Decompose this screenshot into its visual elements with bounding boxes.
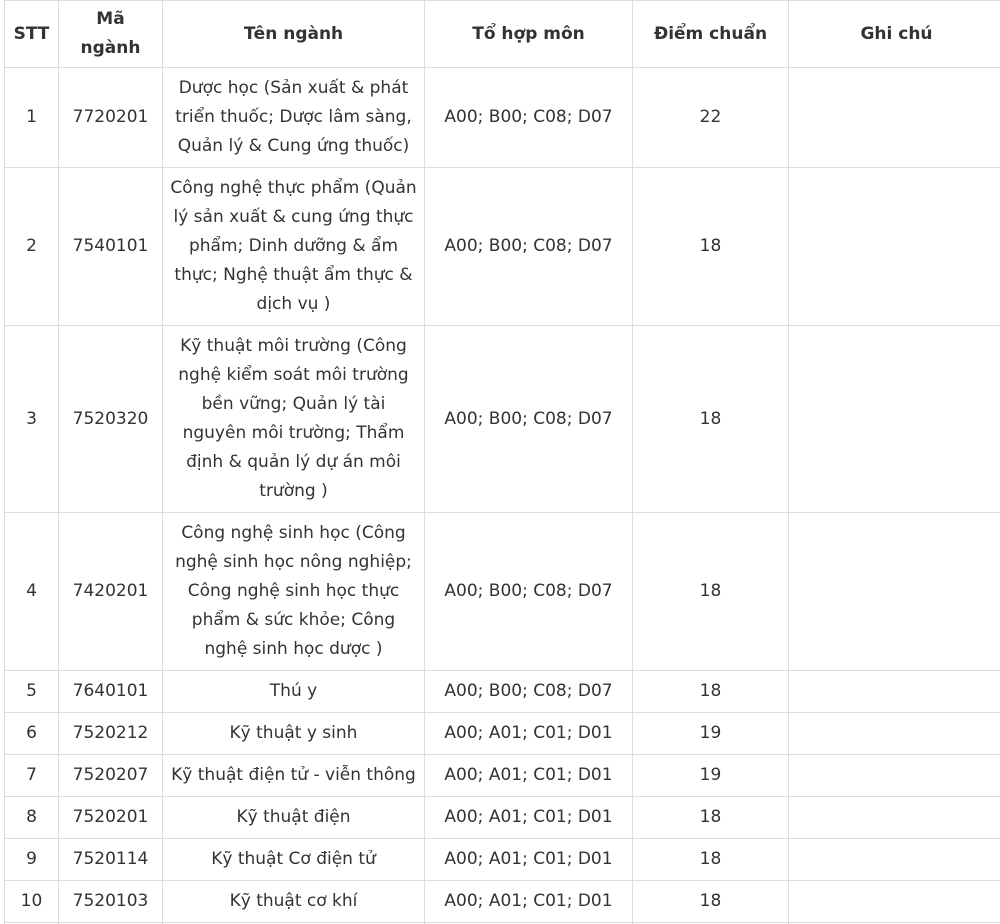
table-row <box>5 326 1000 513</box>
cell-code: 7540101 <box>59 168 163 326</box>
cell-score: 18 <box>633 881 789 923</box>
header-combo: Tổ hợp môn <box>425 1 633 68</box>
header-row <box>5 1 1000 68</box>
cell-note <box>789 713 1000 755</box>
table-row <box>5 881 1000 923</box>
cell-note <box>789 326 1000 513</box>
cell-combo: A00; B00; C08; D07 <box>425 326 633 513</box>
table-row <box>5 513 1000 671</box>
cell-stt: 6 <box>5 713 59 755</box>
table-row <box>5 68 1000 168</box>
cell-note <box>789 671 1000 713</box>
cell-combo: A00; B00; C08; D07 <box>425 513 633 671</box>
cell-name: Kỹ thuật y sinh <box>163 713 425 755</box>
admission-scores-table <box>4 0 1000 924</box>
cell-stt: 8 <box>5 797 59 839</box>
cell-combo: A00; A01; C01; D01 <box>425 839 633 881</box>
cell-code: 7720201 <box>59 68 163 168</box>
cell-score: 18 <box>633 839 789 881</box>
cell-code: 7420201 <box>59 513 163 671</box>
cell-note <box>789 755 1000 797</box>
header-note: Ghi chú <box>789 1 1000 68</box>
cell-code: 7520207 <box>59 755 163 797</box>
cell-code: 7520114 <box>59 839 163 881</box>
header-stt: STT <box>5 1 59 68</box>
cell-stt: 7 <box>5 755 59 797</box>
cell-combo: A00; B00; C08; D07 <box>425 168 633 326</box>
cell-name: Thú y <box>163 671 425 713</box>
cell-score: 18 <box>633 513 789 671</box>
cell-score: 18 <box>633 326 789 513</box>
header-name: Tên ngành <box>163 1 425 68</box>
cell-name: Kỹ thuật điện <box>163 797 425 839</box>
cell-combo: A00; A01; C01; D01 <box>425 881 633 923</box>
table-row <box>5 168 1000 326</box>
cell-combo: A00; A01; C01; D01 <box>425 797 633 839</box>
cell-code: 7640101 <box>59 671 163 713</box>
cell-name: Công nghệ sinh học (Công nghệ sinh học nông nghiệp; Công nghệ sinh học thực phẩm & sức khỏe; Công nghệ sinh học dược ) <box>163 513 425 671</box>
cell-score: 18 <box>633 671 789 713</box>
cell-stt: 2 <box>5 168 59 326</box>
cell-name: Công nghệ thực phẩm (Quản lý sản xuất & cung ứng thực phẩm; Dinh dưỡng & ẩm thực; Nghệ thuật ẩm thực & dịch vụ ) <box>163 168 425 326</box>
cell-name: Kỹ thuật Cơ điện tử <box>163 839 425 881</box>
table-row <box>5 839 1000 881</box>
cell-stt: 10 <box>5 881 59 923</box>
cell-name: Kỹ thuật điện tử - viễn thông <box>163 755 425 797</box>
cell-name: Kỹ thuật cơ khí <box>163 881 425 923</box>
cell-code: 7520103 <box>59 881 163 923</box>
cell-score: 22 <box>633 68 789 168</box>
table-header <box>5 1 1000 68</box>
cell-score: 18 <box>633 797 789 839</box>
cell-note <box>789 881 1000 923</box>
table-body <box>5 68 1000 924</box>
table-row <box>5 713 1000 755</box>
cell-combo: A00; A01; C01; D01 <box>425 755 633 797</box>
table-row <box>5 755 1000 797</box>
cell-score: 19 <box>633 713 789 755</box>
cell-score: 19 <box>633 755 789 797</box>
cell-combo: A00; B00; C08; D07 <box>425 68 633 168</box>
cell-note <box>789 168 1000 326</box>
cell-score: 18 <box>633 168 789 326</box>
cell-name: Kỹ thuật môi trường (Công nghệ kiểm soát môi trường bền vững; Quản lý tài nguyên môi trường; Thẩm định & quản lý dự án môi trường ) <box>163 326 425 513</box>
cell-note <box>789 68 1000 168</box>
cell-name: Dược học (Sản xuất & phát triển thuốc; Dược lâm sàng, Quản lý & Cung ứng thuốc) <box>163 68 425 168</box>
table-row <box>5 671 1000 713</box>
cell-combo: A00; A01; C01; D01 <box>425 713 633 755</box>
header-score: Điểm chuẩn <box>633 1 789 68</box>
cell-note <box>789 797 1000 839</box>
cell-stt: 5 <box>5 671 59 713</box>
cell-stt: 9 <box>5 839 59 881</box>
header-code: Mã ngành <box>59 1 163 68</box>
cell-combo: A00; B00; C08; D07 <box>425 671 633 713</box>
cell-note <box>789 839 1000 881</box>
cell-stt: 3 <box>5 326 59 513</box>
cell-note <box>789 513 1000 671</box>
cell-code: 7520201 <box>59 797 163 839</box>
table-row <box>5 797 1000 839</box>
cell-code: 7520320 <box>59 326 163 513</box>
cell-code: 7520212 <box>59 713 163 755</box>
cell-stt: 4 <box>5 513 59 671</box>
cell-stt: 1 <box>5 68 59 168</box>
